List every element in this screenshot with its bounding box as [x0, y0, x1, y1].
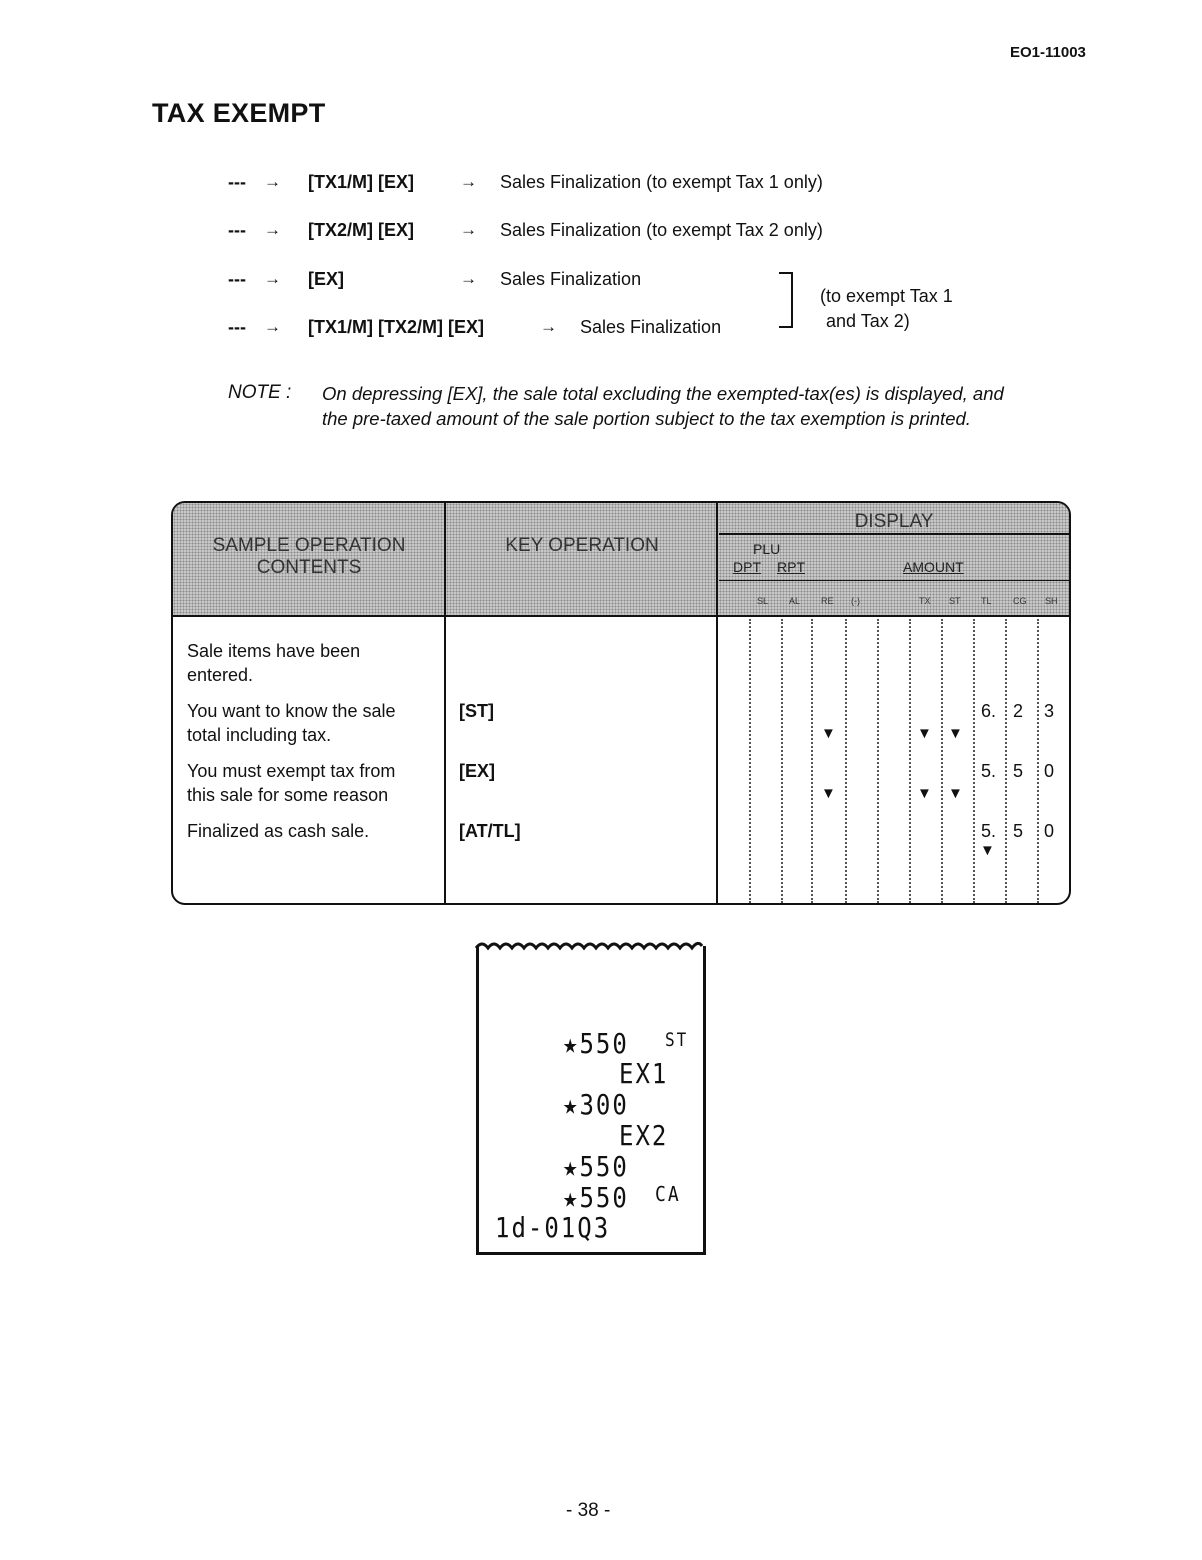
indicator-label: CG	[1013, 596, 1027, 606]
display-divider	[719, 580, 1069, 581]
indicator-tx-icon: ▼	[917, 725, 932, 742]
arrow-icon: →	[460, 269, 477, 288]
flow-dash: ---	[228, 317, 246, 337]
display-column-guide	[811, 619, 813, 903]
arrow-icon: →	[460, 172, 477, 191]
operation-contents	[187, 699, 395, 747]
flow-keys: [EX]	[308, 269, 344, 289]
operation-contents	[187, 639, 360, 687]
contents-line: You must exempt tax from	[187, 761, 396, 781]
header-plu: PLU	[753, 541, 781, 557]
receipt-line: EX1	[619, 1057, 669, 1091]
arrow-icon: →	[264, 317, 281, 336]
contents-line: entered.	[187, 665, 254, 685]
indicator-label: SH	[1045, 596, 1058, 606]
contents-line: this sale for some reason	[187, 785, 389, 805]
page-number: - 38 -	[566, 1500, 611, 1521]
header-rpt: RPT	[777, 559, 805, 575]
display-column-guide	[845, 619, 847, 903]
printed-receipt	[476, 946, 706, 1255]
indicator-re-icon: ▼	[821, 785, 836, 802]
receipt-line-suffix: ST	[665, 1028, 689, 1051]
header-line: CONTENTS	[256, 557, 362, 578]
key-operation: [AT/TL]	[459, 821, 521, 841]
indicator-label: AL	[789, 596, 801, 606]
header-divider	[173, 615, 1069, 617]
flow-dash: ---	[228, 269, 246, 289]
note-label: NOTE :	[228, 382, 292, 403]
header-line: SAMPLE OPERATION	[212, 535, 406, 556]
header-sample-operation	[173, 535, 445, 579]
arrow-icon: →	[264, 269, 281, 288]
flow-keys: [TX2/M] [EX]	[308, 220, 414, 240]
receipt-line-suffix: CA	[655, 1182, 681, 1207]
operation-contents	[187, 819, 369, 843]
display-column-guide	[1037, 619, 1039, 903]
flow-keys: [TX1/M] [TX2/M] [EX]	[308, 317, 484, 337]
display-digit: 5	[1013, 821, 1024, 841]
grouping-bracket	[779, 272, 793, 328]
arrow-icon: →	[264, 220, 281, 239]
document-id: EO1-11003	[1010, 44, 1086, 61]
flow-dash: ---	[228, 172, 246, 192]
flow-keys: [TX1/M] [EX]	[308, 172, 414, 192]
header-dpt: DPT	[733, 559, 761, 575]
note-text: On depressing [EX], the sale total excluding the exempted-tax(es) is displayed, and the pre-taxed amount of the sale portion subject to the tax exemption is printed.	[322, 383, 1004, 429]
operation-contents	[187, 759, 395, 807]
arrow-icon: →	[460, 220, 477, 239]
display-digit: 3	[1044, 701, 1055, 721]
arrow-icon: →	[540, 317, 557, 336]
indicator-tl-icon: ▼	[980, 842, 995, 859]
receipt-line: 1d-01Q3	[495, 1211, 611, 1245]
bracket-note-line: (to exempt Tax 1	[820, 286, 953, 306]
indicator-label: TL	[981, 596, 992, 606]
indicator-label: TX	[919, 596, 931, 606]
display-column-guide	[973, 619, 975, 903]
indicator-label: RE	[821, 596, 834, 606]
arrow-icon: →	[264, 172, 281, 191]
header-amount: AMOUNT	[903, 559, 964, 575]
display-column-guide	[877, 619, 879, 903]
indicator-label: (-)	[851, 596, 860, 606]
bracket-note	[820, 284, 953, 334]
display-digit: 0	[1044, 761, 1055, 781]
display-digit: 5.	[981, 761, 997, 781]
key-operation: [EX]	[459, 761, 495, 781]
contents-line: total including tax.	[187, 725, 332, 745]
receipt-line: ★300	[563, 1088, 629, 1122]
display-column-guide	[749, 619, 751, 903]
display-digit: 6.	[981, 701, 997, 721]
header-display: DISPLAY	[854, 511, 934, 532]
display-digit: 2	[1013, 701, 1024, 721]
contents-line: You want to know the sale	[187, 701, 396, 721]
indicator-tx-icon: ▼	[917, 785, 932, 802]
receipt-line: EX2	[619, 1119, 669, 1153]
contents-line: Finalized as cash sale.	[187, 821, 370, 841]
receipt-line: ★550	[563, 1181, 629, 1215]
flow-result: Sales Finalization (to exempt Tax 2 only)	[500, 220, 823, 240]
bracket-note-line: and Tax 2)	[826, 311, 910, 331]
header-key-operation: KEY OPERATION	[505, 535, 659, 556]
display-digit: 5	[1013, 761, 1024, 781]
receipt-line: ★550	[563, 1027, 629, 1061]
display-column-guide	[781, 619, 783, 903]
contents-line: Sale items have been	[187, 641, 361, 661]
column-divider	[716, 503, 718, 903]
column-divider	[444, 503, 446, 903]
indicator-label: ST	[949, 596, 961, 606]
page-title: TAX EXEMPT	[152, 98, 326, 128]
receipt-line: ★550	[563, 1150, 629, 1184]
display-digit: 5.	[981, 821, 997, 841]
display-digit: 0	[1044, 821, 1055, 841]
flow-result: Sales Finalization	[580, 317, 722, 337]
indicator-label: SL	[757, 596, 769, 606]
indicator-re-icon: ▼	[821, 725, 836, 742]
flow-result: Sales Finalization	[500, 269, 642, 289]
indicator-st-icon: ▼	[948, 785, 963, 802]
indicator-st-icon: ▼	[948, 725, 963, 742]
display-column-guide	[941, 619, 943, 903]
sample-operation-table	[171, 501, 1071, 905]
key-operation: [ST]	[459, 701, 494, 721]
display-column-guide	[1005, 619, 1007, 903]
flow-dash: ---	[228, 220, 246, 240]
flow-result: Sales Finalization (to exempt Tax 1 only)	[500, 172, 823, 192]
display-column-guide	[909, 619, 911, 903]
display-divider	[719, 533, 1069, 535]
